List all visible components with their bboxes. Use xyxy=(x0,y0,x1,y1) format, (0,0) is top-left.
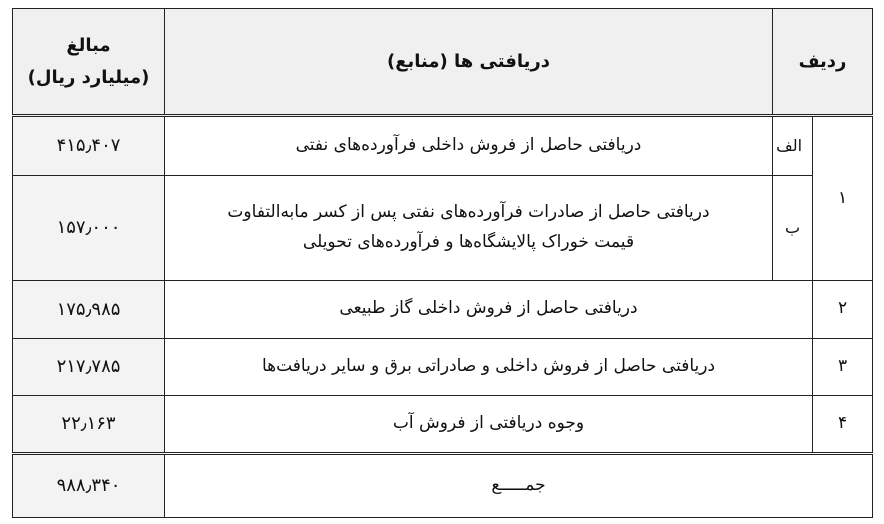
row-description xyxy=(165,175,773,280)
table-row xyxy=(13,175,873,280)
row-amount: ۱۵۷٫۰۰۰ xyxy=(13,175,165,280)
row-description-line: قیمت خوراک پالایشگاه‌ها و فرآورده‌های تحویلی xyxy=(302,231,635,252)
total-amount: ۹۸۸٫۳۴۰ xyxy=(13,454,165,518)
row-amount: ۲۱۷٫۷۸۵ xyxy=(13,338,165,396)
sub-row-label: ب xyxy=(773,175,813,280)
header-row-number: ردیف xyxy=(773,9,873,116)
row-number-cell: ۴ xyxy=(813,396,873,454)
table-row xyxy=(13,338,873,396)
row-number-cell: ۱ xyxy=(813,116,873,281)
revenue-table xyxy=(12,8,873,518)
row-number-cell: ۳ xyxy=(813,338,873,396)
row-number-cell: ۲ xyxy=(813,281,873,339)
row-description: دریافتی حاصل از فروش داخلی گاز طبیعی xyxy=(165,281,813,339)
sub-row-label: الف xyxy=(773,116,813,176)
row-amount: ۱۷۵٫۹۸۵ xyxy=(13,281,165,339)
row-description: دریافتی حاصل از فروش داخلی فرآورده‌های نفتی xyxy=(165,116,773,176)
header-row xyxy=(13,9,873,116)
table-row xyxy=(13,116,873,176)
row-description: وجوه دریافتی از فروش آب xyxy=(165,396,813,454)
header-amount-title: مبالغ xyxy=(66,35,111,57)
table-row xyxy=(13,396,873,454)
header-description: دریافتی ها (منابع) xyxy=(165,9,773,116)
row-description-line: دریافتی حاصل از صادرات فرآورده‌های نفتی پس از کسر مابه‌التفاوت xyxy=(227,202,710,223)
row-amount: ۲۲٫۱۶۳ xyxy=(13,396,165,454)
total-label: جمـــــع xyxy=(165,454,873,518)
row-description: دریافتی حاصل از فروش داخلی و صادراتی برق و سایر دریافت‌ها xyxy=(165,338,813,396)
header-amount xyxy=(13,9,165,116)
header-amount-unit: (میلیارد ریال) xyxy=(27,66,150,88)
table-row xyxy=(13,281,873,339)
row-amount: ۴۱۵٫۴۰۷ xyxy=(13,116,165,176)
total-row xyxy=(13,454,873,518)
